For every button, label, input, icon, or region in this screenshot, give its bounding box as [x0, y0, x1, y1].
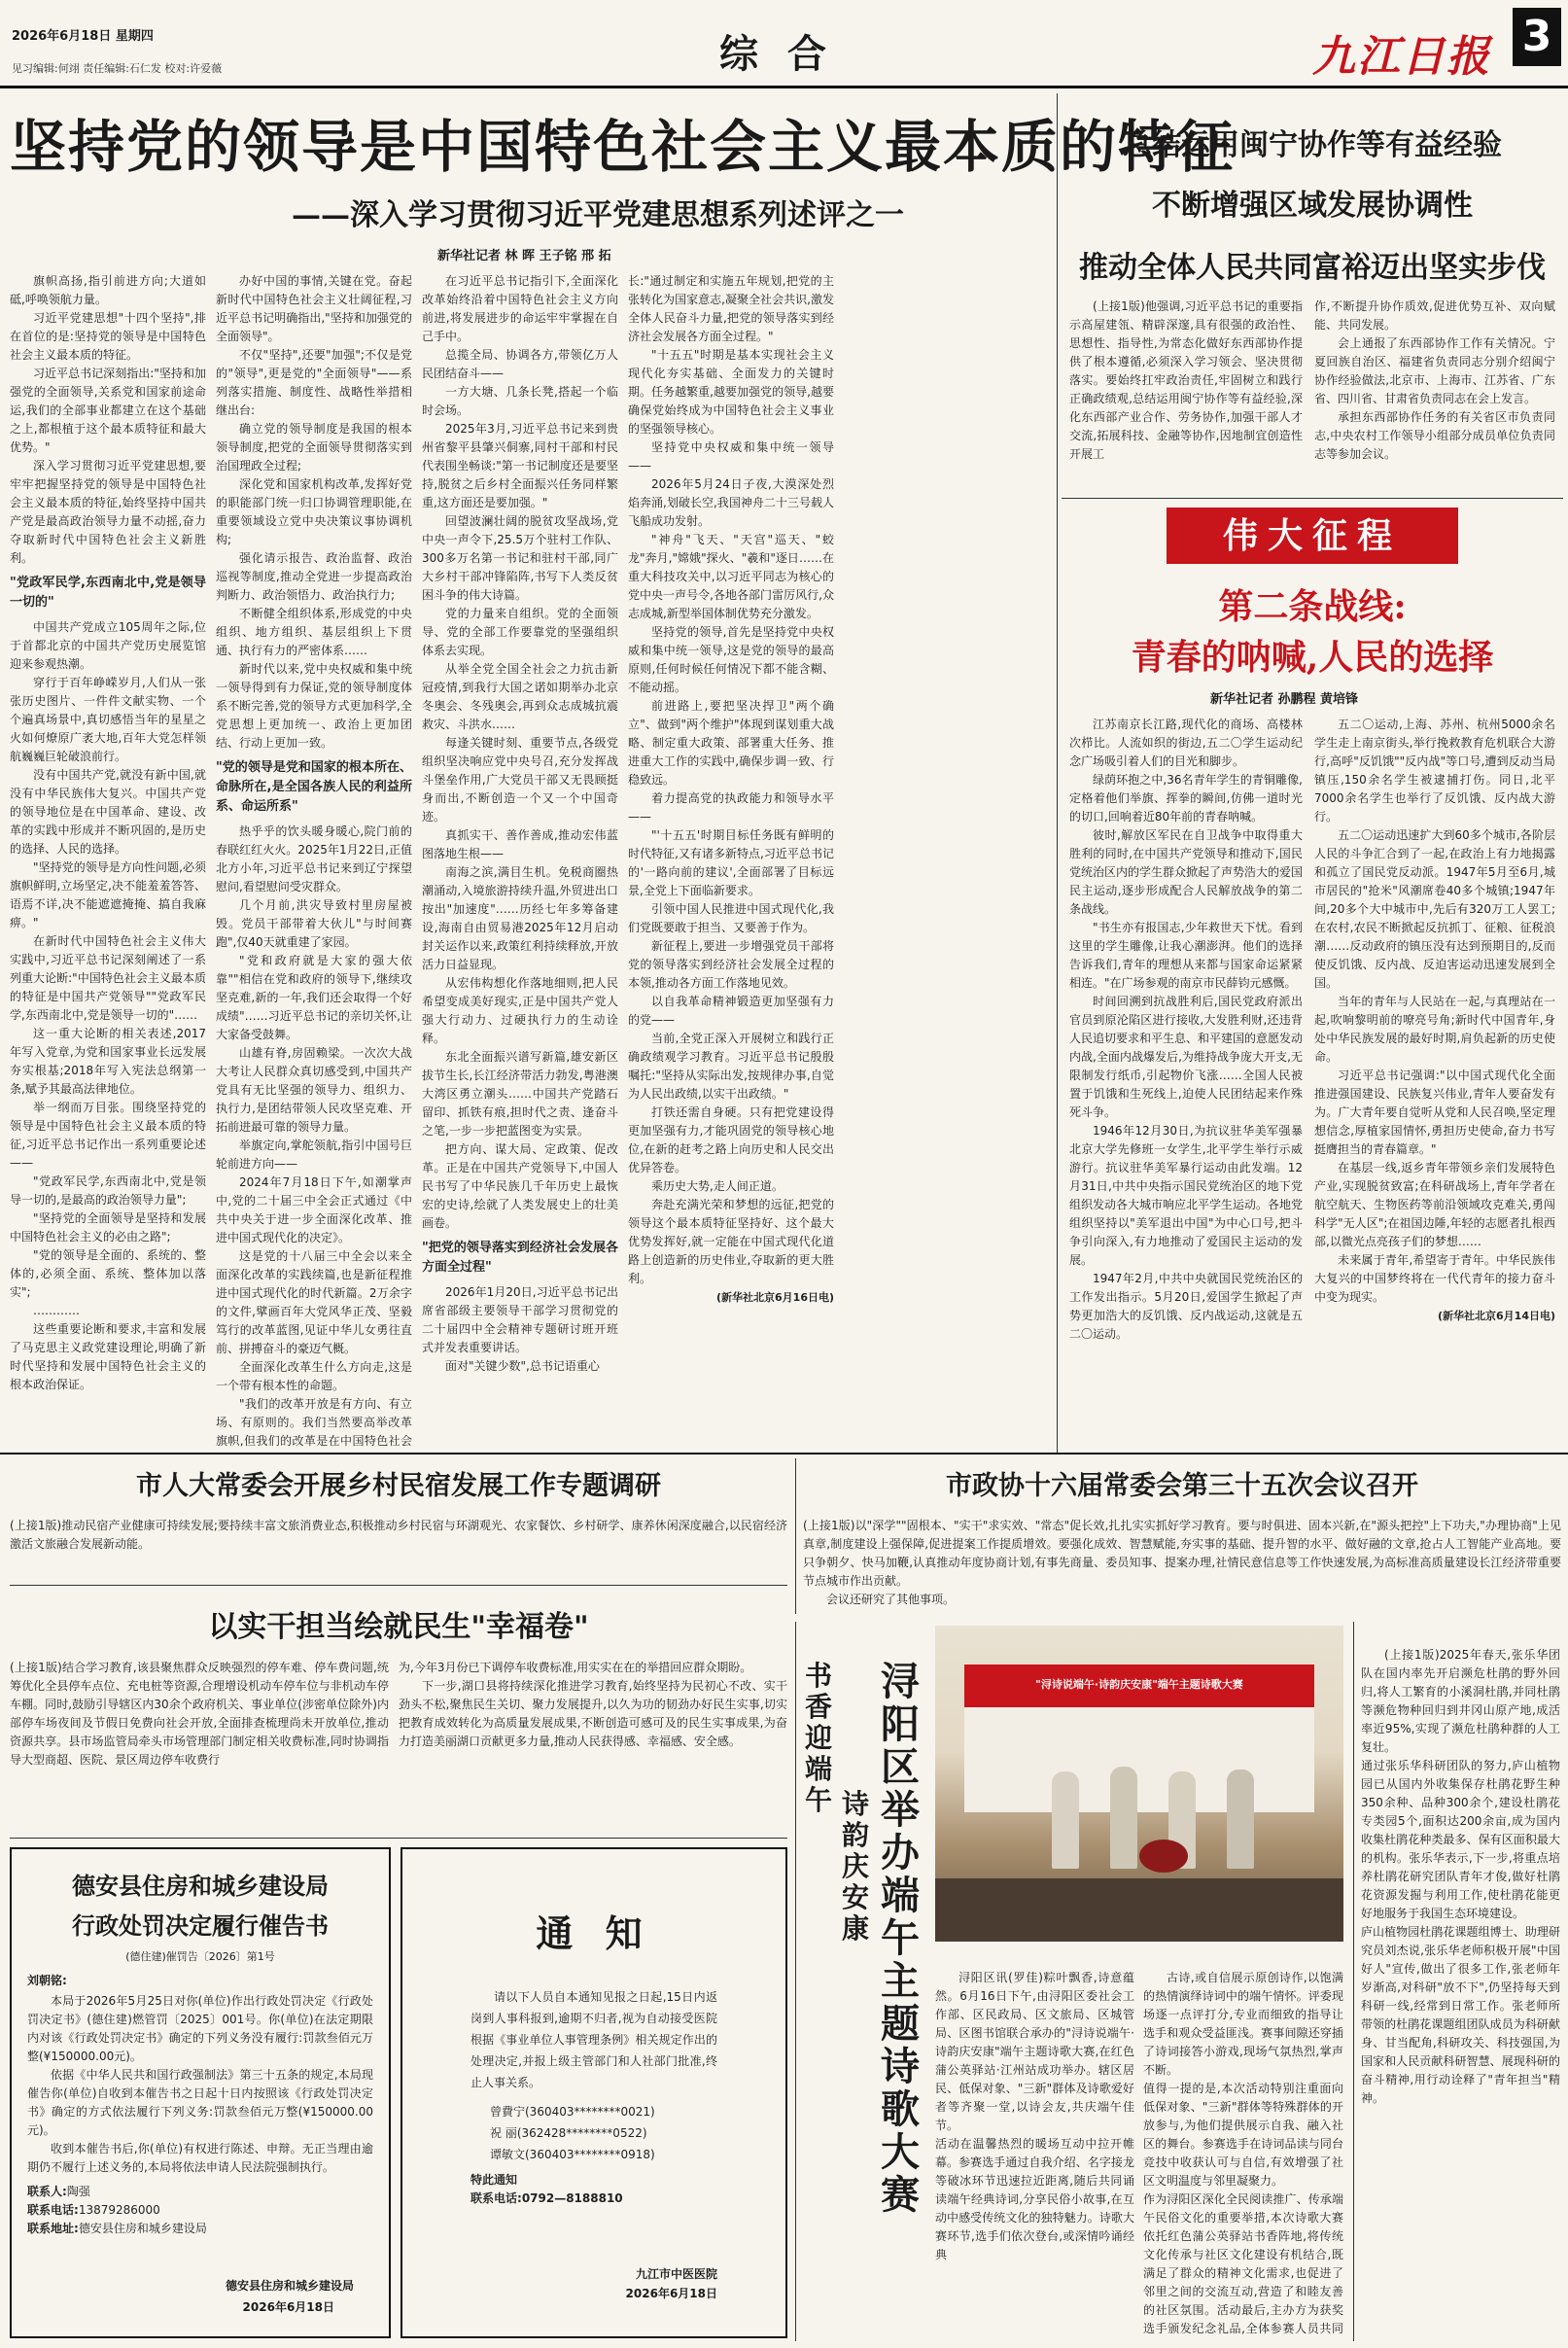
paragraph: 打铁还需自身硬。只有把党建设得更加坚强有力,才能巩固党的领导核心地位,在新的赶考之路上向历史和人民交出优异答卷。 [628, 1105, 834, 1174]
paragraph: 山雄有脊,房固赖梁。一次次大战大考让人民群众真切感受到,中国共产党具有无比坚强的领导力、组织力、执行力,是团结带领人民攻坚克难、开拓前进最可靠的领导力量。 [216, 1046, 412, 1134]
right-top-col-1 [1069, 298, 1303, 492]
notice-body [470, 1986, 717, 2093]
dateline: (新华社北京6月14日电) [1437, 1310, 1555, 1322]
paragraph: 绿荫环抱之中,36名青年学生的青铜雕像,定格着他们举旗、挥拳的瞬间,仿佛一道时光的切口,回响着近80年前的青春呐喊。 [1069, 773, 1303, 824]
rule [10, 1585, 787, 1586]
contact-label: 联系人: [27, 2185, 67, 2198]
paragraph: "党的领导是全面的、系统的、整体的,必须全面、系统、整体加以落实"; [10, 1248, 206, 1299]
paragraph: 时间回溯到抗战胜利后,国民党政府派出官员到原沦陷区进行接收,大发胜利财,还违背人民追切要求和平生息、和平建国的意愿发动内战,全面内战爆发后,为维持战争庞大开支,无限制发行纸币,引起物价飞涨……全国人民被置于饥饿和生死线上,迫使人民团结起来作殊死斗争。 [1069, 995, 1303, 1119]
paragraph: 南海之滨,满目生机。免税商圈热潮涌动,入境旅游持续升温,外贸进出口按出"加速度"……历经七年多筹备建设,海南自由贸易港2025年12月启动封关运作以来,政策红利持续释放,开放活力日益显现。 [422, 865, 618, 971]
section-heading: "党的领导是党和国家的根本所在、命脉所在,是全国各族人民的利益所系、命运所系" [216, 760, 412, 814]
paragraph: 面对"关键少数",总书记语重心 [445, 1359, 600, 1373]
paragraph: 未来属于青年,希望寄于青年。中华民族伟大复兴的中国梦终将在一代代青年的接力奋斗中变为现实。 [1314, 1253, 1555, 1304]
great-journey-byline: 新华社记者 孙鹏程 黄培锋 [1210, 692, 1359, 707]
notice-body [27, 1992, 373, 2177]
section-heading: "党政军民学,东西南北中,党是领导一切的" [10, 576, 206, 610]
paragraph: 全面深化改革生什么方向走,这是一个带有根本性的命题。 [216, 1360, 412, 1392]
performer [1227, 1770, 1254, 1869]
paragraph: 前进路上,要把坚决捍卫"两个确立"、做到"两个维护"体现到谋划重大战略、制定重大政策、部署重大任务、推进重大工作的实践中,确保步调一致、行稳致远。 [628, 699, 834, 787]
lead-col-3 [422, 272, 618, 1447]
paragraph: 2025年3月,习近平总书记来到贵州省黎平县肇兴侗寨,同村干部和村民代表围坐畅谈:"第一书记制度还是要坚持,脱贫之后乡村全面振兴任务同样繁重,这方面还是要加强。" [422, 422, 618, 509]
paragraph: 新征程上,要进一步增强党员干部将党的领导落实到经济社会发展全过程的本领,推动各方面工作落地见效。 [628, 939, 834, 990]
audience [935, 1878, 1343, 1942]
paragraph: 深入学习贯彻习近平党建思想,要牢牢把握坚持党的领导是中国特色社会主义最本质的特征,始终坚持中国共产党是最高政治领导力量不动摇,奋力夺取新时代中国特色社会主义新胜利。 [10, 459, 206, 565]
paragraph: 几个月前,洪灾导致村里房屋被毁。党员干部带着大伙儿"与时间赛跑",仅40天就重建了家园。 [216, 898, 412, 949]
rule [10, 1838, 787, 1839]
paragraph: 2024年7月18日下午,如潮掌声中,党的二十届三中全会正式通过《中共中央关于进一步全面深化改革、推进中国式现代化的决定》。 [216, 1175, 412, 1244]
paragraph: 作,不断提升协作质效,促进优势互补、双向赋能、共同发展。 [1314, 299, 1555, 332]
person: 曾費宁(360403********0021) [490, 2105, 655, 2119]
paragraph: "党和政府就是大家的强大依靠""相信在党和政府的领导下,继续攻坚克难,新的一年,我们还会取得一个好成绩"……习近平总书记的亲切关怀,让大家备受鼓舞。 [216, 954, 412, 1041]
paragraph: 这一重大论断的相关表述,2017年写入党章,为党和国家事业长远发展夯实根基;2018年写入宪法总纲第一条,赋予其最高法律地位。 [10, 1027, 206, 1096]
bottom-divider [795, 1622, 796, 2341]
bottom-right-divider [1353, 1622, 1354, 2341]
right-top-title-2: 不断增强区域发展协调性 [1152, 189, 1473, 223]
paragraph: "书生亦有报国志,少年救世天下忧。看到这里的学生雕像,让我心潮澎湃。他们的选择告诉我们,青年的理想从来都与国家命运紧紧相连。"在广场参观的南京市民薛钧元感慨。 [1069, 921, 1303, 990]
paragraph: 长:"通过制定和实施五年规划,把党的主张转化为国家意志,凝聚全社会共识,激发全体人民奋斗力量,把党的领导落实到经济社会发展各方面全过程。" [628, 274, 834, 343]
paragraph: (上接1版)以"深学""固根本、"实干"求实效、"常态"促长效,扎扎实实抓好学习教育。要与时俱进、固本兴新,在"源头把控"上下功夫,"办理协商"上见真章,制度建设上强保障,促进提案工作提质增效。要强化成效、智慧赋能,夯实事的基础、提升智的水平、做好融的文章,抢占人工智能产业高地。要只争朝夕、快马加鞭,认真推动年度协商计划,有事先商量、委员知事、提案办理,社情民意信息等工作快速发展,为高标准高质量建设长江经济带重要节点城市作出贡献。 [803, 1519, 1561, 1588]
poetry-col-1 [935, 1950, 1134, 2339]
paragraph: 1946年12月30日,为抗议驻华美军强暴北京大学先修班一女学生,北平学生举行示威游行。抗议驻华美军暴行运动由此发端。12月31日,中共中央指示国民党统治区的地下党组织发动各大城市响应北平学生运动。各地党组织坚持以"美军退出中国"为中心口号,把斗争引向深入,有力地推动了爱国民主运动的发展。 [1069, 1124, 1303, 1267]
paragraph: 为,今年3月份已下调停车收费标准,用实实在在的举措回应群众期盼。 [399, 1661, 752, 1674]
paragraph: 以自我革命精神锻造更加坚强有力的党—— [628, 995, 834, 1027]
lead-col-1 [10, 272, 206, 1447]
editor-credits: 见习编辑:何翊 责任编辑:石仁发 校对:许爱薇 [12, 62, 223, 75]
zhengxie-text [803, 1517, 1561, 1614]
paragraph: 举一纲而万目张。围绕坚持党的领导是中国特色社会主义最本质的特征,习近平总书记作出一系列重要论述—— [10, 1101, 206, 1170]
dateline: (新华社北京6月16日电) [715, 1291, 834, 1304]
paragraph: 乘历史大势,走人间正道。 [651, 1179, 784, 1193]
notice-title: 通 知 [536, 1911, 652, 1955]
paragraph: 从宏伟构想化作落地细则,把人民希望变成美好现实,正是中国共产党人强大行动力、过硬执行力的生动诠释。 [422, 976, 618, 1045]
paragraph: 新时代以来,党中央权威和集中统一领导得到有力保证,党的领导制度体系不断完善,党的领导方式更加科学,全党思想上更加统一、政治上更加团结、行动上更加一致。 [216, 662, 412, 750]
poetry-vertical-title: 浔阳区举办端午主题诗歌大赛 [881, 1659, 920, 2218]
lead-col-2 [216, 272, 412, 1447]
great-journey-col-2 [1314, 716, 1555, 1447]
poetry-vertical-head-1: 书香迎端午 [805, 1660, 833, 1816]
lead-divider [1057, 93, 1058, 1454]
poetry-col-2 [1143, 1950, 1343, 2339]
notice-recipient: 刘朝铭: [27, 1974, 67, 1987]
notice-doc-number: (德住建)催罚告〔2026〕第1号 [125, 1950, 275, 1963]
paragraph: 真抓实干、善作善成,推动宏伟蓝图落地生根—— [422, 828, 618, 860]
stage-background [964, 1705, 1314, 1812]
minsheng-title: 以实干担当绘就民生"幸福卷" [208, 1610, 589, 1644]
paragraph: "神舟"飞天、"天宫"巡天、"蛟龙"奔月,"嫦娥"探火、"羲和"逐日……在重大科技攻关中,以习近平同志为核心的党中央一声号令,各地各部门雷厉风行,众志成城,新型举国体制优势充分激发。 [628, 533, 834, 620]
paragraph: 下一步,湖口县将持续深化推进学习教育,始终坚持为民初心不改、实干劲头不松,聚焦民生关切、聚力发展提升,以久为功的韧劲办好民生实事,切实把教育成效转化为高质量发展成果,不断创造可感可及的民生实事成果,为奋力打造美丽湖口贡献更多力量,推动人民获得感、幸福感、安全感。 [399, 1679, 787, 1748]
notice-title-1: 德安县住房和城乡建设局 [72, 1872, 329, 1900]
paragraph: (上接1版)结合学习教育,该县聚焦群众反映强烈的停车难、停车费问题,统筹优化全县停车点位、充电桩等资源,合理增设机动车停车位与非机动车停车棚。同时,鼓励引导辖区内30余个政府机关、事业单位(涉密单位除外)内部停车场夜间及节假日免费向社会开放,全面排查梳理尚未开放单位,推动资源共享。县市场监管局牵头市场管理部门制定相关收费标准,同时协调指导大型商超、医院、景区周边停车收费行 [10, 1661, 389, 1767]
masthead [0, 0, 1568, 89]
notice-signature: 九江市中医医院 [635, 2267, 717, 2281]
paragraph: 习近平总书记强调:"以中国式现代化全面推进强国建设、民族复兴伟业,青年人要奋发有为。广大青年要自觉听从党和人民召唤,坚定理想信念,厚植家国情怀,勇担历史使命,奋力书写挺膺担当的青春篇章。" [1314, 1069, 1555, 1156]
paper-logo: 九江日报 [1312, 32, 1491, 82]
contact-label: 联系地址: [27, 2222, 79, 2235]
section-title: 综 合 [719, 31, 834, 77]
paragraph: 没有中国共产党,就没有新中国,就没有中华民族伟大复兴。中国共产党的领导地位是在中国革命、建设、改革的实践中形成并不断巩固的,是历史的选择、人民的选择。 [10, 768, 206, 856]
page-number: 3 [1513, 8, 1561, 66]
paragraph: 浔阳区讯(罗佳)粽叶飘香,诗意蕴然。6月16日下午,由浔阳区委社会工作部、区民政局、区文旅局、区城管局、区图书馆联合承办的"浔诗说端午·诗韵庆安康"端午主题诗歌大赛,在红色蒲公英驿站·江州站成功举办。辖区居民、低保对象、"三新"群体及诗歌爱好者等齐聚一堂,以诗会友,共庆端午佳节。 活动在温馨热烈的暖场互动中拉开帷幕。参赛选手通过自我介绍、名字接龙等破冰环节迅速拉近距离,随后共同诵读端午经典诗词,分享民俗小故事,在互动中感受传统文化的独特魅力。诗歌大赛环节,选手们依次登台,或深情吟诵经典 [935, 1971, 1134, 2261]
paragraph: 在习近平总书记指引下,全面深化改革始终沿着中国特色社会主义方向前进,将发展进步的命运牢牢掌握在自己手中。 [422, 274, 618, 343]
renda-text [10, 1517, 787, 1579]
minsheng-col-1 [10, 1659, 389, 1832]
paragraph: 会上通报了东西部协作工作有关情况。宁夏回族自治区、福建省负责同志分别介绍闽宁协作经验做法,北京市、上海市、江苏省、广东省、四川省、甘肃省负责同志在会上发言。 [1314, 336, 1555, 405]
great-journey-title-1: 第二条战线: [1218, 586, 1407, 627]
paragraph: 古诗,或自信展示原创诗作,以饱满的热情演绎诗词中的端午情怀。评委现场逐一点评打分,专业而细致的指导让选手和观众受益匪浅。赛事间隙还穿插了诗词接答小游戏,现场气氛热烈,掌声不断。 值得一提的是,本次活动特别注重面向低保对象、"三新"群体等特殊群体的开放参与,为他们提供展示自我、融入社区的舞台。参赛选手在诗词品读与同台竞技中收获认可与自信,有效增强了社区文明温度与邻里凝聚力。 作为浔阳区深化全民阅读推广、传承端午民俗文化的重要举措,本次诗歌大赛依托红色蒲公英驿站书香阵地,将传统文化传承与社区文化建设有机结合,既满足了群众的精神文化需求,也促进了邻里之间的交流互动,营造了和睦友善的社区氛围。活动最后,主办方为获奖选手颁发纪念礼品,全体参赛人员共同 [1143, 1971, 1343, 2335]
paragraph: 请以下人员自本通知见报之日起,15日内返岗到人事科报到,逾期不归者,视为自动接受医院根据《事业单位人事管理条例》相关规定作出的处理决定,并报上级主管部门和人社部门批准,终止人事关系。 [470, 1990, 717, 2089]
right-bottom-text [1361, 1628, 1560, 2341]
performer [1110, 1767, 1137, 1869]
paragraph: 依据《中华人民共和国行政强制法》第三十五条的规定,本局现催告你(单位)自收到本催告书之日起十日内按照该《行政处罚决定书》确定的方式依法履行下列义务:罚款叁佰元万整(¥150000.00元)。 [27, 2068, 373, 2137]
paragraph: 彼时,解放区军民在自卫战争中取得重大胜利的同时,在中国共产党领导和推动下,国民党统治区内的学生群众掀起了声势浩大的爱国民主运动,逐步形成配合人民解放战争的第二条战线。 [1069, 828, 1303, 916]
contact-phone: 13879286000 [78, 2203, 160, 2217]
paragraph: "我们的改革开放是有方向、有立场、有原则的。我们当然要高举改革旗帜,但我们的改革是在中国特色社会 [216, 1397, 412, 1447]
notice-special: 特此通知 [470, 2173, 518, 2187]
person: 祝 丽(362428********0522) [490, 2126, 647, 2140]
paragraph: "坚持党的全面领导是坚持和发展中国特色社会主义的必由之路"; [10, 1211, 206, 1244]
middle-divider [795, 1458, 796, 1614]
performer [1052, 1771, 1079, 1869]
paragraph: 把方向、谋大局、定政策、促改革。正是在中国共产党领导下,中国人民书写了中华民族几千年历史上最恢宏的史诗,绘就了人类发展史上的壮美画卷。 [422, 1142, 618, 1230]
paragraph: 当前,全党正深入开展树立和践行正确政绩观学习教育。习近平总书记殷殷嘱托:"坚持从实际出发,按规律办事,自觉为人民出政绩,以实干出政绩。" [628, 1032, 834, 1101]
paragraph: 坚持党的领导,首先是坚持党中央权威和集中统一领导,这是党的领导的最高原则,任何时候任何情况下都不能含糊、不能动摇。 [628, 625, 834, 694]
paragraph: (上接1版)推动民宿产业健康可持续发展;要持续丰富文旅消费业态,积极推动乡村民宿与环湖观光、农家餐饮、乡村研学、康养休闲深度融合,以民宿经济激活文旅融合发展新动能。 [10, 1519, 787, 1551]
paragraph: 在基层一线,返乡青年带领乡亲们发展特色产业,实现脱贫致富;在科研战场上,青年学者在航空航天、生物医药等前沿领域攻克难关,勇闯科学"无人区";在祖国边陲,年轻的志愿者扎根西部,以微光点亮孩子们的梦想…… [1314, 1161, 1555, 1248]
paragraph: 江苏南京长江路,现代化的商场、高楼林次栉比。人流如织的街边,五二〇学生运动纪念广场吸引着人们的目光和脚步。 [1069, 718, 1303, 768]
penalty-notice [10, 1847, 391, 2338]
zhengxie-title: 市政协十六届常委会第三十五次会议召开 [946, 1471, 1418, 1501]
banner-text: "浔诗说端午·诗韵庆安康"端午主题诗歌大赛 [1035, 1678, 1243, 1691]
paragraph: 当年的青年与人民站在一起,与真理站在一起,吹响黎明前的嘹亮号角;新时代中国青年,身处中华民族发展的最好时期,肩负起新的历史使命。 [1314, 995, 1555, 1064]
paragraph: 中国共产党成立105周年之际,位于首都北京的中国共产党历史展览馆迎来参观热潮。 [10, 620, 206, 671]
renda-title: 市人大常委会开展乡村民宿发展工作专题调研 [136, 1471, 661, 1501]
right-top-title-3: 推动全体人民共同富裕迈出坚实步伐 [1079, 251, 1546, 285]
phone-number: 0792—8188810 [521, 2191, 623, 2205]
paragraph: 确立党的领导制度是我国的根本领导制度,把党的全面领导贯彻落实到治国理政全过程; [216, 422, 412, 473]
lead-col-4 [628, 272, 834, 1447]
paragraph: 承担东西部协作任务的有关省区市负责同志,中央农村工作领导小组部分成员单位负责同志等参加会议。 [1314, 410, 1555, 461]
paragraph: "党政军民学,东西南北中,党是领导一切的,是最高的政治领导力量"; [10, 1174, 206, 1207]
paragraph: 引领中国人民推进中国式现代化,我们党既要敢于担当、又要善于作为。 [628, 902, 834, 934]
poetry-vertical-head-2: 诗韵庆安康 [842, 1788, 870, 1945]
paragraph: "十五五"时期是基本实现社会主义现代化夯实基础、全面发力的关键时期。任务越繁重,越要加强党的领导,越要确保党始终成为中国特色社会主义事业的坚强领导核心。 [628, 348, 834, 436]
paragraph: 回望波澜壮阔的脱贫攻坚战场,党中央一声令下,25.5万个驻村工作队、300多万名第一书记和驻村干部,同广大乡村干部冲锋陷阵,书写下人类反贫困斗争的伟大诗篇。 [422, 514, 618, 602]
hospital-notice [401, 1847, 787, 2338]
paragraph: 在新时代中国特色社会主义伟大实践中,习近平总书记深刻阐述了一系列重大论断:"中国特色社会主义最本质的特征是中国共产党领导""党政军民学,东西南北中,党是领导一切的"…… [10, 934, 206, 1022]
notice-contact [470, 2190, 717, 2208]
paragraph: 这是党的十八届三中全会以来全面深化改革的实践续篇,也是新征程推进中国式现代化的时代新篇。2万余字的文件,擘画百年大党风华正茂、坚毅笃行的改革蓝图,见证中华儿女勇往直前、拼搏奋斗的豪迈气概。 [216, 1249, 412, 1355]
phone-label: 联系电话: [470, 2191, 522, 2205]
great-journey-col-1 [1069, 716, 1303, 1447]
paragraph: 总揽全局、协调各方,带领亿万人民团结奋斗—— [422, 348, 618, 380]
issue-date: 2026年6月18日 星期四 [12, 29, 154, 44]
paragraph: 举旗定向,掌舵领航,指引中国号巨轮前进方向—— [216, 1139, 412, 1171]
right-top-title-1: 总结运用闽宁协作等有益经验 [1123, 128, 1502, 162]
paragraph: 从举全党全国全社会之力抗击新冠疫情,到我行大国之诺如期举办北京冬奥会、冬残奥会,再到众志成城抗震救灾、斗洪水…… [422, 662, 618, 731]
paragraph: 这些重要论断和要求,丰富和发展了马克思主义政党建设理论,明确了新时代坚持和发展中国特色社会主义的根本政治保证。 [10, 1322, 206, 1391]
paragraph: 穿行于百年峥嵘岁月,人们从一张张历史图片、一件件文献实物、一个个遍真场景中,真切感悟当年的星星之火如何燎原广袤大地,百年大党怎样领航巍巍巨轮破浪前行。 [10, 676, 206, 763]
paragraph: 习近平党建思想"十四个坚持",排在首位的是:坚持党的领导是中国特色社会主义最本质的特征。 [10, 311, 206, 362]
contact-label: 联系电话: [27, 2203, 79, 2217]
paragraph: 1947年2月,中共中央就国民党统治区的工作发出指示。5月20日,爱国学生掀起了声势更加浩大的反饥饿、反内战运动,这就是五二〇运动。 [1069, 1272, 1303, 1341]
notice-date: 2026年6月18日 [242, 2300, 334, 2314]
paragraph: 着力提高党的执政能力和领导水平—— [628, 791, 834, 824]
paragraph: 收到本催告书后,你(单位)有权进行陈述、申辩。无正当理由逾期仍不履行上述义务的,本局将依法申请人民法院强制执行。 [27, 2142, 373, 2174]
notice-contact [27, 2183, 373, 2238]
paragraph: 深化党和国家机构改革,发挥好党的职能部门统一归口协调管理职能,在重要领域设立党中央决策议事协调机构; [216, 477, 412, 546]
paragraph: 2026年5月24日子夜,大漠深处烈焰奔涌,划破长空,我国神舟二十三号载人飞船成功发射。 [628, 477, 834, 528]
great-journey-banner: 伟大征程 [1167, 508, 1458, 564]
paragraph: 旗帜高扬,指引前进方向;大道如砥,呼唤领航力量。 [10, 274, 206, 306]
lead-byline: 新华社记者 林 晖 王子铭 邢 拓 [437, 249, 611, 263]
paragraph: 不断健全组织体系,形成党的中央组织、地方组织、基层组织上下贯通、执行有力的严密体系…… [216, 607, 412, 657]
paragraph: 每逢关键时刻、重要节点,各级党组织坚决响应党中央号召,充分发挥战斗堡垒作用,广大党员干部又无畏顾挺身而出,不断创造一个又一个中国奇迹。 [422, 736, 618, 824]
drum [1139, 1840, 1188, 1873]
notice-signature: 德安县住房和城乡建设局 [225, 2279, 354, 2293]
right-top-col-2 [1314, 298, 1555, 492]
paragraph: (上接1版)2025年春天,张乐华团队在国内率先开启濒危杜鹃的野外回归,将人工繁育的小溪洞杜鹃,并同杜鹃等濒危物种回归到井冈山原产地,成活率近95%,实现了濒危杜鹃种群的人工复壮。 通过张乐华科研团队的努力,庐山植物园已从国内外收集保存杜鹃花野生种350余种、品种300余个,建设杜鹃花专类园5个,面积达200余亩,成为国内收集杜鹃花种类最多、保有区面积最大的机构。张乐华表示,下一步,将重点培养杜鹃花研究团队青年才俊,做好杜鹃花资源发掘与利用工作,使杜鹃花能更好地服务于我国生态环境建设。 庐山植物园杜鹃花课题组博士、助理研究员刘杰说,张乐华老师积极开展"中国好人"宣传,做出了很多工作,张老师年岁渐高,对科研"放不下",仍坚持每天到科研一线,经常到日常工作。张老师所带领的杜鹃花课题组团队成员为科研献身、甘当配角,科研攻关、科技强国,为国家和人民贡献科研智慧、展现科研的奋斗精神,用行动诠释了"青年担当"精神。 [1361, 1648, 1560, 2105]
contact-person: 陶强 [66, 2185, 90, 2198]
contact-address: 德安县住房和城乡建设局 [78, 2222, 207, 2235]
paragraph: "坚持党的领导是方向性问题,必须旗帜鲜明,立场坚定,决不能羞羞答答、语焉不详,决不能遮遮掩掩、搞自我麻痹。" [10, 860, 206, 929]
paragraph: 一方大塘、几条长凳,搭起一个临时会场。 [422, 385, 618, 417]
people-list [470, 2101, 717, 2165]
paragraph: 五二〇运动迅速扩大到60多个城市,各阶层人民的斗争汇合到了一起,在政治上有力地揭露和孤立了国民党反动派。1947年5月至6月,城市居民的"抢米"风潮席卷40多个城镇;1947年间,20多个大中城市中,先后有320万工人罢工;在农村,农民不断掀起反抗抓丁、征粮、征税浪潮……反动政府的镇压没有达到预期目的,反而使反饥饿、反内战、反迫害运动迅速发展到全国。 [1314, 828, 1555, 990]
right-divider [1062, 498, 1563, 499]
paragraph: 奔赴充满光荣和梦想的远征,把党的领导这个最本质特征坚持好、这个最大优势发挥好,就一定能在中国式现代化道路上创造新的历史伟业,夺取新的更大胜利。 [628, 1198, 834, 1285]
poetry-photo [935, 1626, 1343, 1942]
paragraph: 强化请示报告、政治监督、政治巡视等制度,推动全党进一步提高政治判断力、政治领悟力、政治执行力; [216, 551, 412, 602]
paragraph: 热乎乎的饮头暖身暖心,院门前的春联红红火火。2025年1月22日,正值北方小年,习近平总书记来到辽宁探望慰问,看望慰问受灾群众。 [216, 824, 412, 894]
lead-title: 坚持党的领导是中国特色社会主义最本质的特征 [10, 114, 1236, 180]
paragraph: 2026年1月20日,习近平总书记出席省部级主要领导干部学习贯彻党的二十届四中全会精神专题研讨班开班式并发表重要讲话。 [422, 1285, 618, 1354]
paragraph: "'十五五'时期目标任务既有鲜明的时代特征,又有诸多新特点,习近平总书记的'一路向前的建议',全面部署了目标远景,全党上下面临新要求。 [628, 828, 834, 897]
section-heading: "把党的领导落实到经济社会发展各方面全过程" [422, 1241, 618, 1275]
minsheng-col-2 [399, 1659, 787, 1832]
person: 谭敏文(360403********0918) [490, 2148, 655, 2161]
middle-rule [0, 1453, 1568, 1454]
paragraph: (上接1版)他强调,习近平总书记的重要指示高屋建瓴、精辟深邃,具有很强的政治性、思想性、指导性,为常态化做好东西部协作提供了根本遵循,必须深入学习领会、坚决贯彻落实。要始终扛牢政治责任,牢固树立和践行正确政绩观,总结运用闽宁协作等有益经验,深化东西部产业合作、劳务协作,加强干部人才交流,拓展科技、金融等协作,因地制宜创造性开展工 [1069, 299, 1303, 461]
paragraph: 五二〇运动,上海、苏州、杭州5000余名学生走上南京街头,举行挽救教育危机联合大游行,高呼"反饥饿""反内战"等口号,遭到反动当局镇压,150余名学生被逮捕打伤。同日,北平7000余名学生也举行了反饥饿、反内战大游行。 [1314, 718, 1555, 824]
paragraph: 习近平总书记深刻指出:"坚持和加强党的全面领导,关系党和国家前途命运,我们的全部事业都建立在这个基础之上,都根植于这个最本质特征和最大优势。" [10, 367, 206, 454]
paragraph: 东北全面振兴谱写新篇,雄安新区拔节生长,长江经济带活力勃发,粤港澳大湾区勇立潮头……中国共产党踏石留印、抓铁有痕,担时代之责、逢奋斗之笔,一步一步把蓝图变为实景。 [422, 1050, 618, 1138]
paragraph: 坚持党中央权威和集中统一领导—— [628, 440, 834, 473]
paragraph: 党的力量来自组织。党的全面领导、党的全部工作要靠党的坚强组织体系去实现。 [422, 607, 618, 657]
paragraph: 不仅"坚持",还要"加强";不仅是党的"领导",更是党的"全面领导"——系列落实措施、制度性、战略性举措相继出台: [216, 348, 412, 417]
notice-title-2: 行政处罚决定履行催告书 [72, 1911, 329, 1940]
paragraph: 本局于2026年5月25日对你(单位)作出行政处罚决定《行政处罚决定书》(德住建)燃管罚〔2025〕001号。你(单位)在法定期限内对该《行政处罚决定书》确定的下列义务没有履行:罚款叁佰元万整(¥150000.00元)。 [27, 1994, 373, 2063]
lead-subtitle: ——深入学习贯彻习近平党建思想系列述评之一 [292, 198, 904, 232]
paragraph: 办好中国的事情,关键在党。奋起新时代中国特色社会主义壮阔征程,习近平总书记明确指出,"坚持和加强党的全面领导"。 [216, 274, 412, 343]
notice-date: 2026年6月18日 [625, 2287, 717, 2300]
paragraph: ………… [33, 1304, 80, 1317]
event-banner [964, 1665, 1314, 1705]
masthead-rule [0, 86, 1568, 88]
paragraph: 会议还研究了其他事项。 [826, 1593, 956, 1606]
great-journey-title-2: 青春的呐喊,人民的选择 [1131, 637, 1494, 678]
